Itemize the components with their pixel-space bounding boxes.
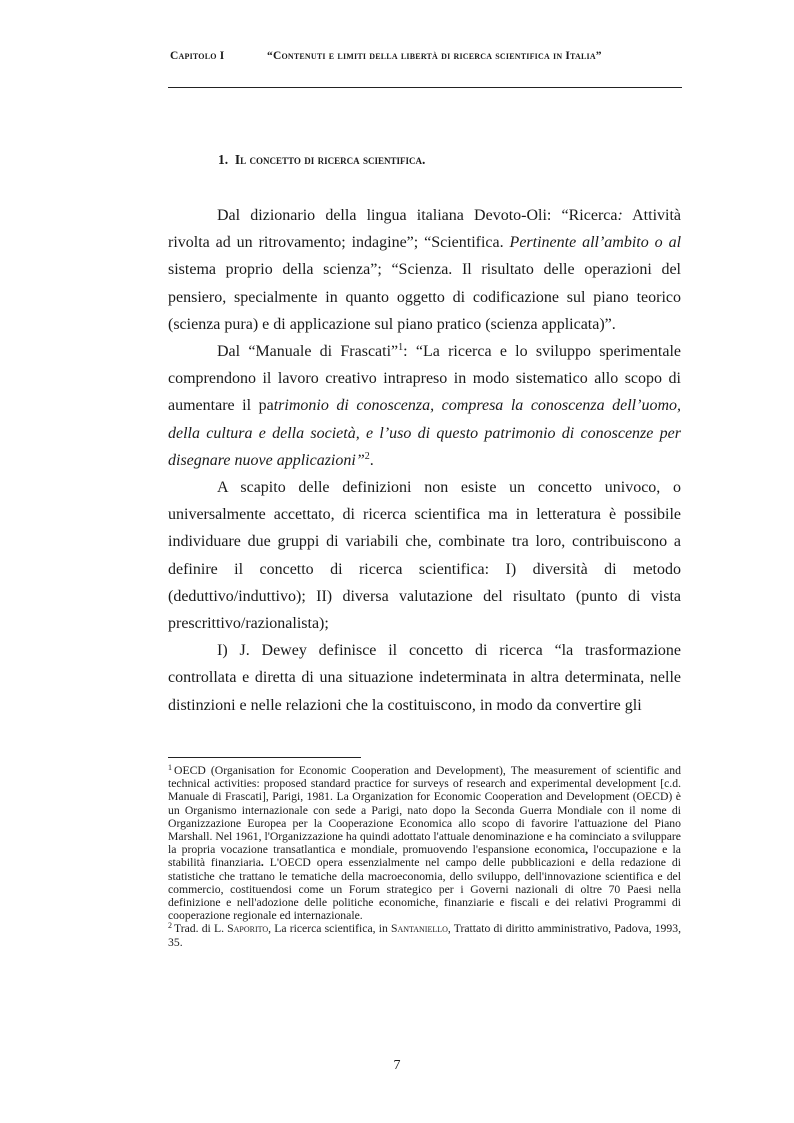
p1-text-d: Pertinente all’ambito o al (509, 234, 682, 252)
p2-text-b: : “La ricerca e lo sviluppo sperimentale comprendono il lavoro creativo intrapreso in modo sistematico allo scopo di aumentare il pa (168, 343, 681, 415)
footnote-2-author: Saporito (227, 922, 269, 936)
p1-text-b: : (617, 207, 623, 224)
paragraph-4: I) J. Dewey definisce il concetto di ricerca “la trasformazione controllata e diretta di una situazione indeterminata in altra determinata, nelle distinzioni e nelle relazioni che la costituiscono, in modo da convertire gli (168, 642, 681, 714)
header-rule (168, 87, 682, 88)
footnote-2 (168, 922, 681, 948)
page-number: 7 (393, 1058, 401, 1073)
paragraph-1 (168, 202, 681, 338)
footnote-1-marker: 1 (168, 763, 172, 772)
p1-text-c: Attività rivolta ad un ritrovamento; indagine”; “Scientifica. (168, 207, 682, 252)
footnote-1-comma: , (585, 843, 589, 857)
p1-text-e: sistema proprio della scienza”; “Scienza. Il risultato delle operazioni del pensiero, specialmente in quanto oggetto di codificazione sul piano teorico (scienza pura) e di applicazione sul piano pratico (scienza applicata)”. (168, 261, 681, 333)
section-title: Il concetto di ricerca scientifica. (234, 152, 426, 167)
footnotes (168, 764, 681, 949)
footnote-ref-1[interactable]: 1 (398, 342, 404, 354)
footnote-2-editor: Santaniello (390, 922, 448, 936)
footnote-1 (168, 764, 681, 922)
paragraph-3: A scapito delle definizioni non esiste un concetto univoco, o universalmente accettato, di ricerca scientifica ma in letteratura è possibile individuare due gruppi di variabili che, combinate tra loro, contribuiscono a definire il concetto di ricerca scientifica: I) diversità di metodo (deduttivo/induttivo); II) diversa valutazione del risultato (punto di vista prescrittivo/razionalista); (168, 479, 681, 633)
footnote-ref-2[interactable]: 2 (364, 450, 370, 462)
p1-text-a: Dal dizionario della lingua italiana Devoto-Oli: “Ricerca (217, 207, 618, 224)
footnote-1-dot: . (260, 856, 264, 870)
footnote-1-text-b: l'occupazione e la stabilità finanziaria (168, 843, 681, 870)
footnote-2-marker: 2 (168, 921, 172, 931)
paragraph-2 (168, 338, 681, 474)
footnote-1-text-a: OECD (Organisation for Economic Cooperation and Development), The measurement of scientific and technical activities: proposed standard practice for surveys of research and experimental development [c.d. Manuale di Frascati], Parigi, 1981. La Organization for Economic Cooperation and Development (OECD) è un Organismo internazionale con sede a Parigi, nato dopo la Seconda Guerra Mondiale con il nome di Organizzazione Europea per la Cooperazione Economica allo scopo di favorire l'attuazione del Piano Marshall. Nel 1961, l'Organizzazione ha quindi adottato l'attuale denominazione e ha cominciato a sviluppare la propria vocazione transatlantica e mondiale, promuovendo l'espansione economica (168, 764, 681, 857)
section-heading (218, 152, 425, 168)
p2-text-a: Dal “Manuale di Frascati” (217, 343, 399, 361)
footnote-1-text-c: L'OECD opera essenzialmente nel campo delle pubblicazioni e della redazione di statistiche che trattano le tematiche della macroeconomia, dello sviluppo, dell'innovazione scientifica e del commercio, costituendosi come un Forum strategico per i Governi nazionali di oltre 70 Paesi nella definizione e nell'adozione delle politiche economiche, finanziarie e fiscali e dei relativi Programmi di cooperazione regionale ed internazionale. (168, 856, 681, 923)
footnote-2-text-b: , La ricerca scientifica, in (268, 922, 391, 936)
p2-text-d: . (369, 451, 374, 469)
header-chapter: Capitolo I (170, 50, 225, 62)
footnote-2-text-a: Trad. di L. (174, 922, 228, 936)
body-text (168, 202, 681, 719)
footnote-2-text-c: , Trattato di diritto amministrativo, Padova, 1993, 35. (168, 922, 681, 949)
footnote-separator (168, 757, 361, 758)
p2-text-c: trimonio di conoscenza, compresa la conoscenza dell’uomo, della cultura e della società, e l’uso di questo patrimonio di conoscenze per disegnare nuove applicazioni” (168, 397, 682, 469)
section-number: 1. (218, 152, 229, 167)
header-title: “Contenuti e limiti della libertà di ricerca scientifica in Italia” (267, 50, 602, 62)
running-header (168, 44, 682, 70)
